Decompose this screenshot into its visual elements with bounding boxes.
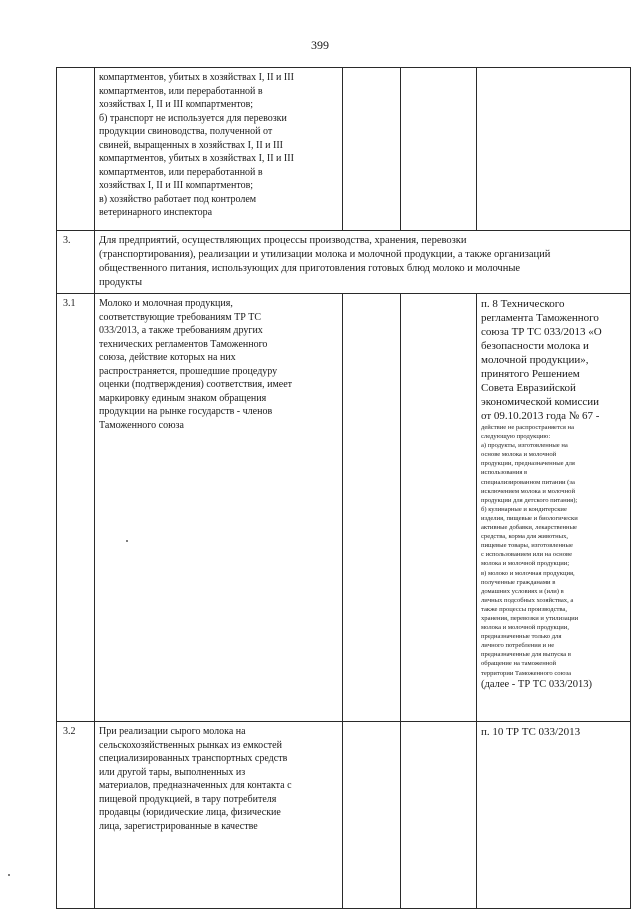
row-number-cell: 3. bbox=[57, 231, 95, 294]
table-row bbox=[57, 68, 631, 231]
table-row bbox=[57, 294, 631, 722]
empty-cell bbox=[343, 294, 401, 722]
scan-speck bbox=[8, 874, 10, 876]
empty-cell bbox=[343, 68, 401, 231]
row-number-cell bbox=[57, 68, 95, 231]
reference-footnote: действие не распространяется на следующую продукцию: а) продукты, изготовленные на основе молока и молочной продукции, предназначенные для использования в специализированном питании (за исключением молока и молочной продукции для детского питания); б) кулинарные и кондитерские изделия, пищевые и биологически активные добавки, лекарственные средства, корма для животных, пищевые товары, изготовленные с использованием или на основе молока и молочной продукции; в) молоко и молочная продукция, полученные гражданами в домашних условиях и (или) в личных подсобных хозяйствах, а также процессы производства, хранения, перевозки и утилизации молока и молочной продукции, предназначенные только для личного потребления и не предназначенные для выпуска в обращение на таможенной территории Таможенного союза bbox=[481, 424, 579, 677]
reference-main: п. 8 Технического регламента Таможенного союза ТР ТС 033/2013 «О безопасности молока и молочной продукции», принятого Решением Совета Евразийской экономической комиссии от 09.10.2013 года № 67 - bbox=[481, 298, 602, 422]
requirement-cell: При реализации сырого молока на сельскохозяйственных рынках из емкостей специализированных транспортных средств или другой тары, выполненных из материалов, предназначенных для контакта с пищевой продукцией, в тару потребителя продавцы (юридические лица, физические лица, зарегистрированные в качестве bbox=[95, 722, 343, 909]
table-row bbox=[57, 722, 631, 909]
section-heading-cell: Для предприятий, осуществляющих процессы производства, хранения, перевозки (транспортирования), реализации и утилизации молока и молочной продукции, а также организаций общественного питания, использующих для приготовления готовых блюд молоко и молочные продукты bbox=[95, 231, 631, 294]
row-number-cell: 3.2 bbox=[57, 722, 95, 909]
row-number-cell: 3.1 bbox=[57, 294, 95, 722]
empty-cell bbox=[401, 294, 477, 722]
empty-cell bbox=[343, 722, 401, 909]
table-row bbox=[57, 231, 631, 294]
requirements-table bbox=[56, 67, 631, 909]
empty-cell bbox=[401, 722, 477, 909]
reference-cell: п. 10 ТР ТС 033/2013 bbox=[477, 722, 631, 909]
empty-cell bbox=[401, 68, 477, 231]
scan-speck bbox=[126, 540, 128, 542]
page-number: 399 bbox=[311, 38, 329, 52]
reference-cell bbox=[477, 68, 631, 231]
reference-cell bbox=[477, 294, 631, 722]
reference-tail: (далее - ТР ТС 033/2013) bbox=[481, 678, 592, 690]
requirement-cell: Молоко и молочная продукция, соответствующие требованиям ТР ТС 033/2013, а также требованиям других технических регламентов Таможенного союза, действие которых на них распространяется, прошедшие процедуру оценки (подтверждения) соответствия, имеет маркировку единым знаком обращения продукции на рынке государств - членов Таможенного союза bbox=[95, 294, 343, 722]
requirement-cell: компартментов, убитых в хозяйствах I, II и III компартментов, или переработанной в хозяйствах I, II и III компартментов; б) транспорт не используется для перевозки продукции свиноводства, полученной от свиней, выращенных в хозяйствах I, II и III компартментов, убитых в хозяйствах I, II и III компартментов, или переработанной в хозяйствах I, II и III компартментов; в) хозяйство работает под контролем ветеринарного инспектора bbox=[95, 68, 343, 231]
